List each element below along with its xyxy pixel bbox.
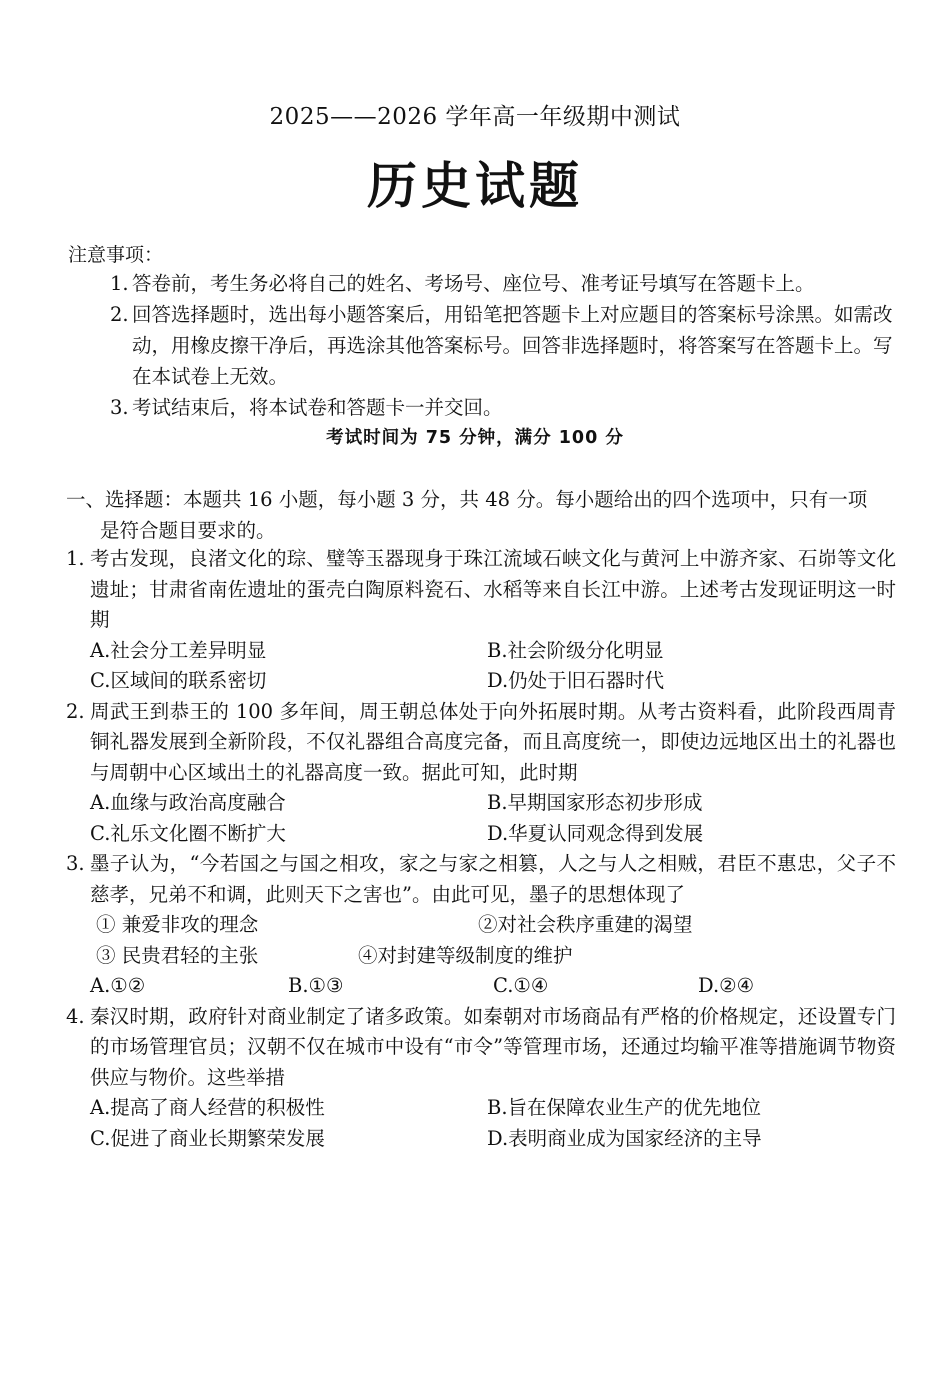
question-1 (66, 544, 896, 697)
notice-heading: 注意事项： (68, 244, 164, 266)
notice-item (110, 299, 900, 392)
option-c[interactable]: C.促进了商业长期繁荣发展 (90, 1126, 325, 1150)
question-stem: 周武王到恭王的 100 多年间，周王朝总体处于向外拓展时期。从考古资料看，此阶段西周青铜礼器发展到全新阶段，不仅礼器组合高度完备，而且高度统一，即使边远地区出土的礼器也与周朝中心区域出土的礼器高度一致。据此可知，此时期 (90, 699, 896, 784)
notice-list (110, 268, 900, 423)
option-a[interactable]: A.提高了商人经营的积极性 (90, 1096, 325, 1119)
option-a[interactable]: A.①② (90, 974, 146, 997)
option-b[interactable]: B.早期国家形态初步形成 (487, 791, 703, 814)
question-stem: 秦汉时期，政府针对商业制定了诸多政策。如秦朝对市场商品有严格的价格规定，还设置专门的市场管理官员；汉朝不仅在城市中设有“市令”等管理市场，还通过均输平准等措施调节物资供应与物价。这些举措 (90, 1004, 896, 1089)
option-c[interactable]: C.区域间的联系密切 (90, 669, 267, 692)
notice-item (110, 268, 900, 299)
notice-item-text: 回答选择题时，选出每小题答案后，用铅笔把答题卡上对应题目的答案标号涂黑。如需改动，用橡皮擦干净后，再选涂其他答案标号。回答非选择题时，将答案写在答题卡上。写在本试卷上无效。 (132, 303, 893, 388)
question-number: 2. (66, 699, 85, 723)
option-group (66, 636, 896, 697)
statement-2: ②对社会秩序重建的渴望 (478, 913, 693, 936)
option-b[interactable]: B.社会阶级分化明显 (487, 638, 664, 662)
statement-3: ③ 民贵君轻的主张 (96, 943, 259, 967)
option-b[interactable]: B.旨在保障农业生产的优先地位 (487, 1096, 762, 1119)
option-group (66, 788, 896, 849)
option-b[interactable]: B.①③ (288, 974, 344, 997)
option-d[interactable]: D.仍处于旧石器时代 (487, 669, 665, 692)
question-number: 1. (66, 547, 85, 570)
exam-title: 历史试题 (367, 157, 583, 215)
exam-subtitle: 2025——2026 学年高一年级期中测试 (269, 104, 681, 130)
question-number: 3. (66, 852, 85, 875)
option-c[interactable]: C.①④ (493, 974, 549, 997)
option-d[interactable]: D.②④ (698, 974, 755, 997)
notice-item-number: 3. (110, 396, 129, 419)
section-heading: 一、选择题：本题共 16 小题，每小题 3 分，共 48 分。每小题给出的四个选项中，只有一项是符合题目要求的。 (66, 488, 868, 542)
statement-4: ④对封建等级制度的维护 (358, 943, 573, 967)
option-group (66, 1093, 896, 1154)
question-stem: 墨子认为，“今若国之与国之相攻，家之与家之相篡，人之与人之相贼，君臣不惠忠，父子不慈孝，兄弟不和调，此则天下之害也”。由此可见，墨子的思想体现了 (90, 852, 896, 906)
option-a[interactable]: A.社会分工差异明显 (90, 638, 267, 662)
statement-1: ① 兼爱非攻的理念 (96, 913, 259, 936)
question-4 (66, 1002, 896, 1155)
option-a[interactable]: A.血缘与政治高度融合 (90, 791, 286, 814)
option-d[interactable]: D.华夏认同观念得到发展 (487, 821, 704, 845)
option-c[interactable]: C.礼乐文化圈不断扩大 (90, 821, 286, 845)
option-d[interactable]: D.表明商业成为国家经济的主导 (487, 1126, 762, 1150)
question-stem: 考古发现，良渚文化的琮、璧等玉器现身于珠江流域石峡文化与黄河上中游齐家、石峁等文化遗址；甘肃省南佐遗址的蛋壳白陶原料瓷石、水稻等来自长江中游。上述考古发现证明这一时期 (90, 547, 896, 631)
question-3 (66, 849, 896, 1002)
statement-group (66, 910, 896, 971)
option-group (66, 971, 896, 1002)
question-number: 4. (66, 1004, 85, 1028)
exam-time-info: 考试时间为 75 分钟，满分 100 分 (326, 428, 624, 448)
notice-item-number: 1. (110, 272, 129, 295)
notice-item (110, 392, 900, 423)
notice-item-text: 答卷前，考生务必将自己的姓名、考场号、座位号、准考证号填写在答题卡上。 (132, 272, 815, 295)
question-list (66, 544, 896, 1154)
question-2 (66, 697, 896, 850)
notice-item-number: 2. (110, 303, 129, 326)
notice-item-text: 考试结束后，将本试卷和答题卡一并交回。 (132, 396, 503, 419)
